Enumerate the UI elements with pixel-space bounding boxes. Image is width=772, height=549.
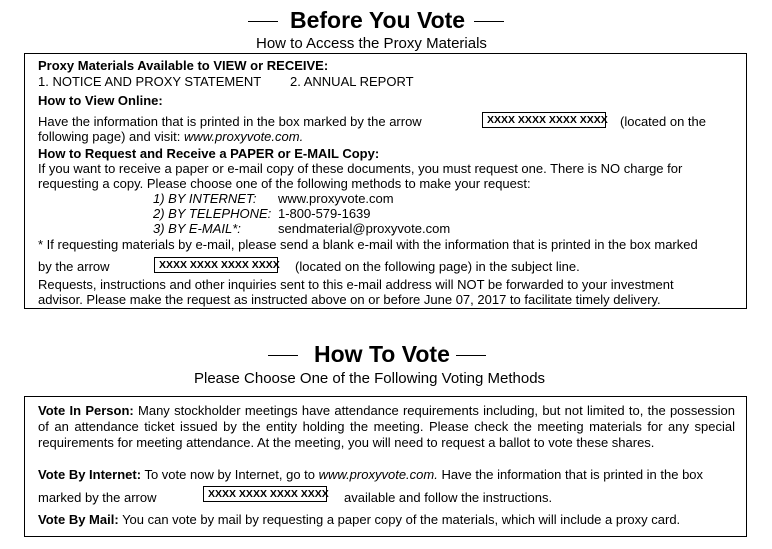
proxyvote-url[interactable]: www.proxyvote.com.: [183, 129, 304, 144]
email-note-line2: by the arrow: [38, 259, 110, 274]
vote-title-rule-right: [456, 355, 486, 356]
method-email-label: 3) BY E-MAIL*:: [153, 221, 241, 236]
vote-internet-label: Vote By Internet:: [38, 467, 142, 482]
request-text-line1: If you want to receive a paper or e-mail copy of these documents, you must request one. There is NO charge for: [38, 161, 683, 176]
materials-heading: Proxy Materials Available to VIEW or RECEIVE:: [38, 58, 329, 73]
view-online-heading: How to View Online:: [38, 93, 163, 108]
view-online-text: Have the information that is printed in the box marked by the arrow: [38, 114, 422, 129]
vote-in-person-label: Vote In Person:: [38, 403, 134, 418]
view-online-line2-text: following page) and visit:: [38, 129, 184, 144]
vote-internet-url[interactable]: www.proxyvote.com.: [318, 467, 438, 482]
final-note-line2: advisor. Please make the request as instructed above on or before June 07, 2017 to facilitate timely delivery.: [38, 292, 661, 307]
vote-title-rule-left: [268, 355, 298, 356]
method-email-value[interactable]: sendmaterial@proxyvote.com: [278, 221, 451, 236]
vote-by-mail-label: Vote By Mail:: [38, 512, 119, 527]
before-subtitle: How to Access the Proxy Materials: [256, 35, 487, 52]
vote-by-mail: [38, 512, 680, 527]
material-item-1: 1. NOTICE AND PROXY STATEMENT: [38, 74, 262, 89]
control-number-box-vote: XXXX XXXX XXXX XXXX: [203, 486, 327, 502]
view-online-located: (located on the: [620, 114, 707, 129]
final-note-line1: Requests, instructions and other inquiries sent to this e-mail address will NOT be forwarded to your investment: [38, 277, 674, 292]
vote-internet-text-a: To vote now by Internet, go to: [144, 467, 319, 482]
email-note-line2-located: (located on the following page) in the subject line.: [295, 259, 580, 274]
email-note-line1: * If requesting materials by e-mail, please send a blank e-mail with the information that is printed in the box marked: [38, 237, 698, 252]
vote-in-person-text: Many stockholder meetings have attendance requirements including, but not limited to, the possession of an attendance ticket issued by the entity holding the meeting. Please check the meeting materials for any special requirements for meeting attendance. At the meeting, you will need to request a ballot to vote these shares.: [38, 403, 735, 450]
vote-subtitle: Please Choose One of the Following Voting Methods: [194, 370, 546, 387]
view-online-line2: [38, 129, 303, 144]
title-rule-left: [248, 21, 278, 22]
vote-by-mail-text: You can vote by mail by requesting a paper copy of the materials, which will include a proxy card.: [122, 512, 681, 527]
title-rule-right: [474, 21, 504, 22]
vote-in-person: [38, 403, 735, 451]
vote-internet-line2-b: available and follow the instructions.: [344, 490, 553, 505]
vote-internet-line1: [38, 467, 703, 482]
method-internet-value[interactable]: www.proxyvote.com: [278, 191, 394, 206]
control-number-box-email: XXXX XXXX XXXX XXXX: [154, 257, 278, 273]
method-telephone-label: 2) BY TELEPHONE:: [153, 206, 272, 221]
vote-internet-line2: marked by the arrow: [38, 490, 157, 505]
request-heading: How to Request and Receive a PAPER or E-MAIL Copy:: [38, 146, 380, 161]
before-title: Before You Vote: [290, 7, 466, 33]
material-item-2: 2. ANNUAL REPORT: [290, 74, 414, 89]
vote-title: How To Vote: [314, 341, 450, 367]
request-text-line2: requesting a copy. Please choose one of the following methods to make your request:: [38, 176, 531, 191]
control-number-box: XXXX XXXX XXXX XXXX: [482, 112, 606, 128]
method-telephone-value[interactable]: 1-800-579-1639: [278, 206, 371, 221]
method-internet-label: 1) BY INTERNET:: [153, 191, 257, 206]
vote-internet-text-b: Have the information that is printed in the box: [437, 467, 704, 482]
